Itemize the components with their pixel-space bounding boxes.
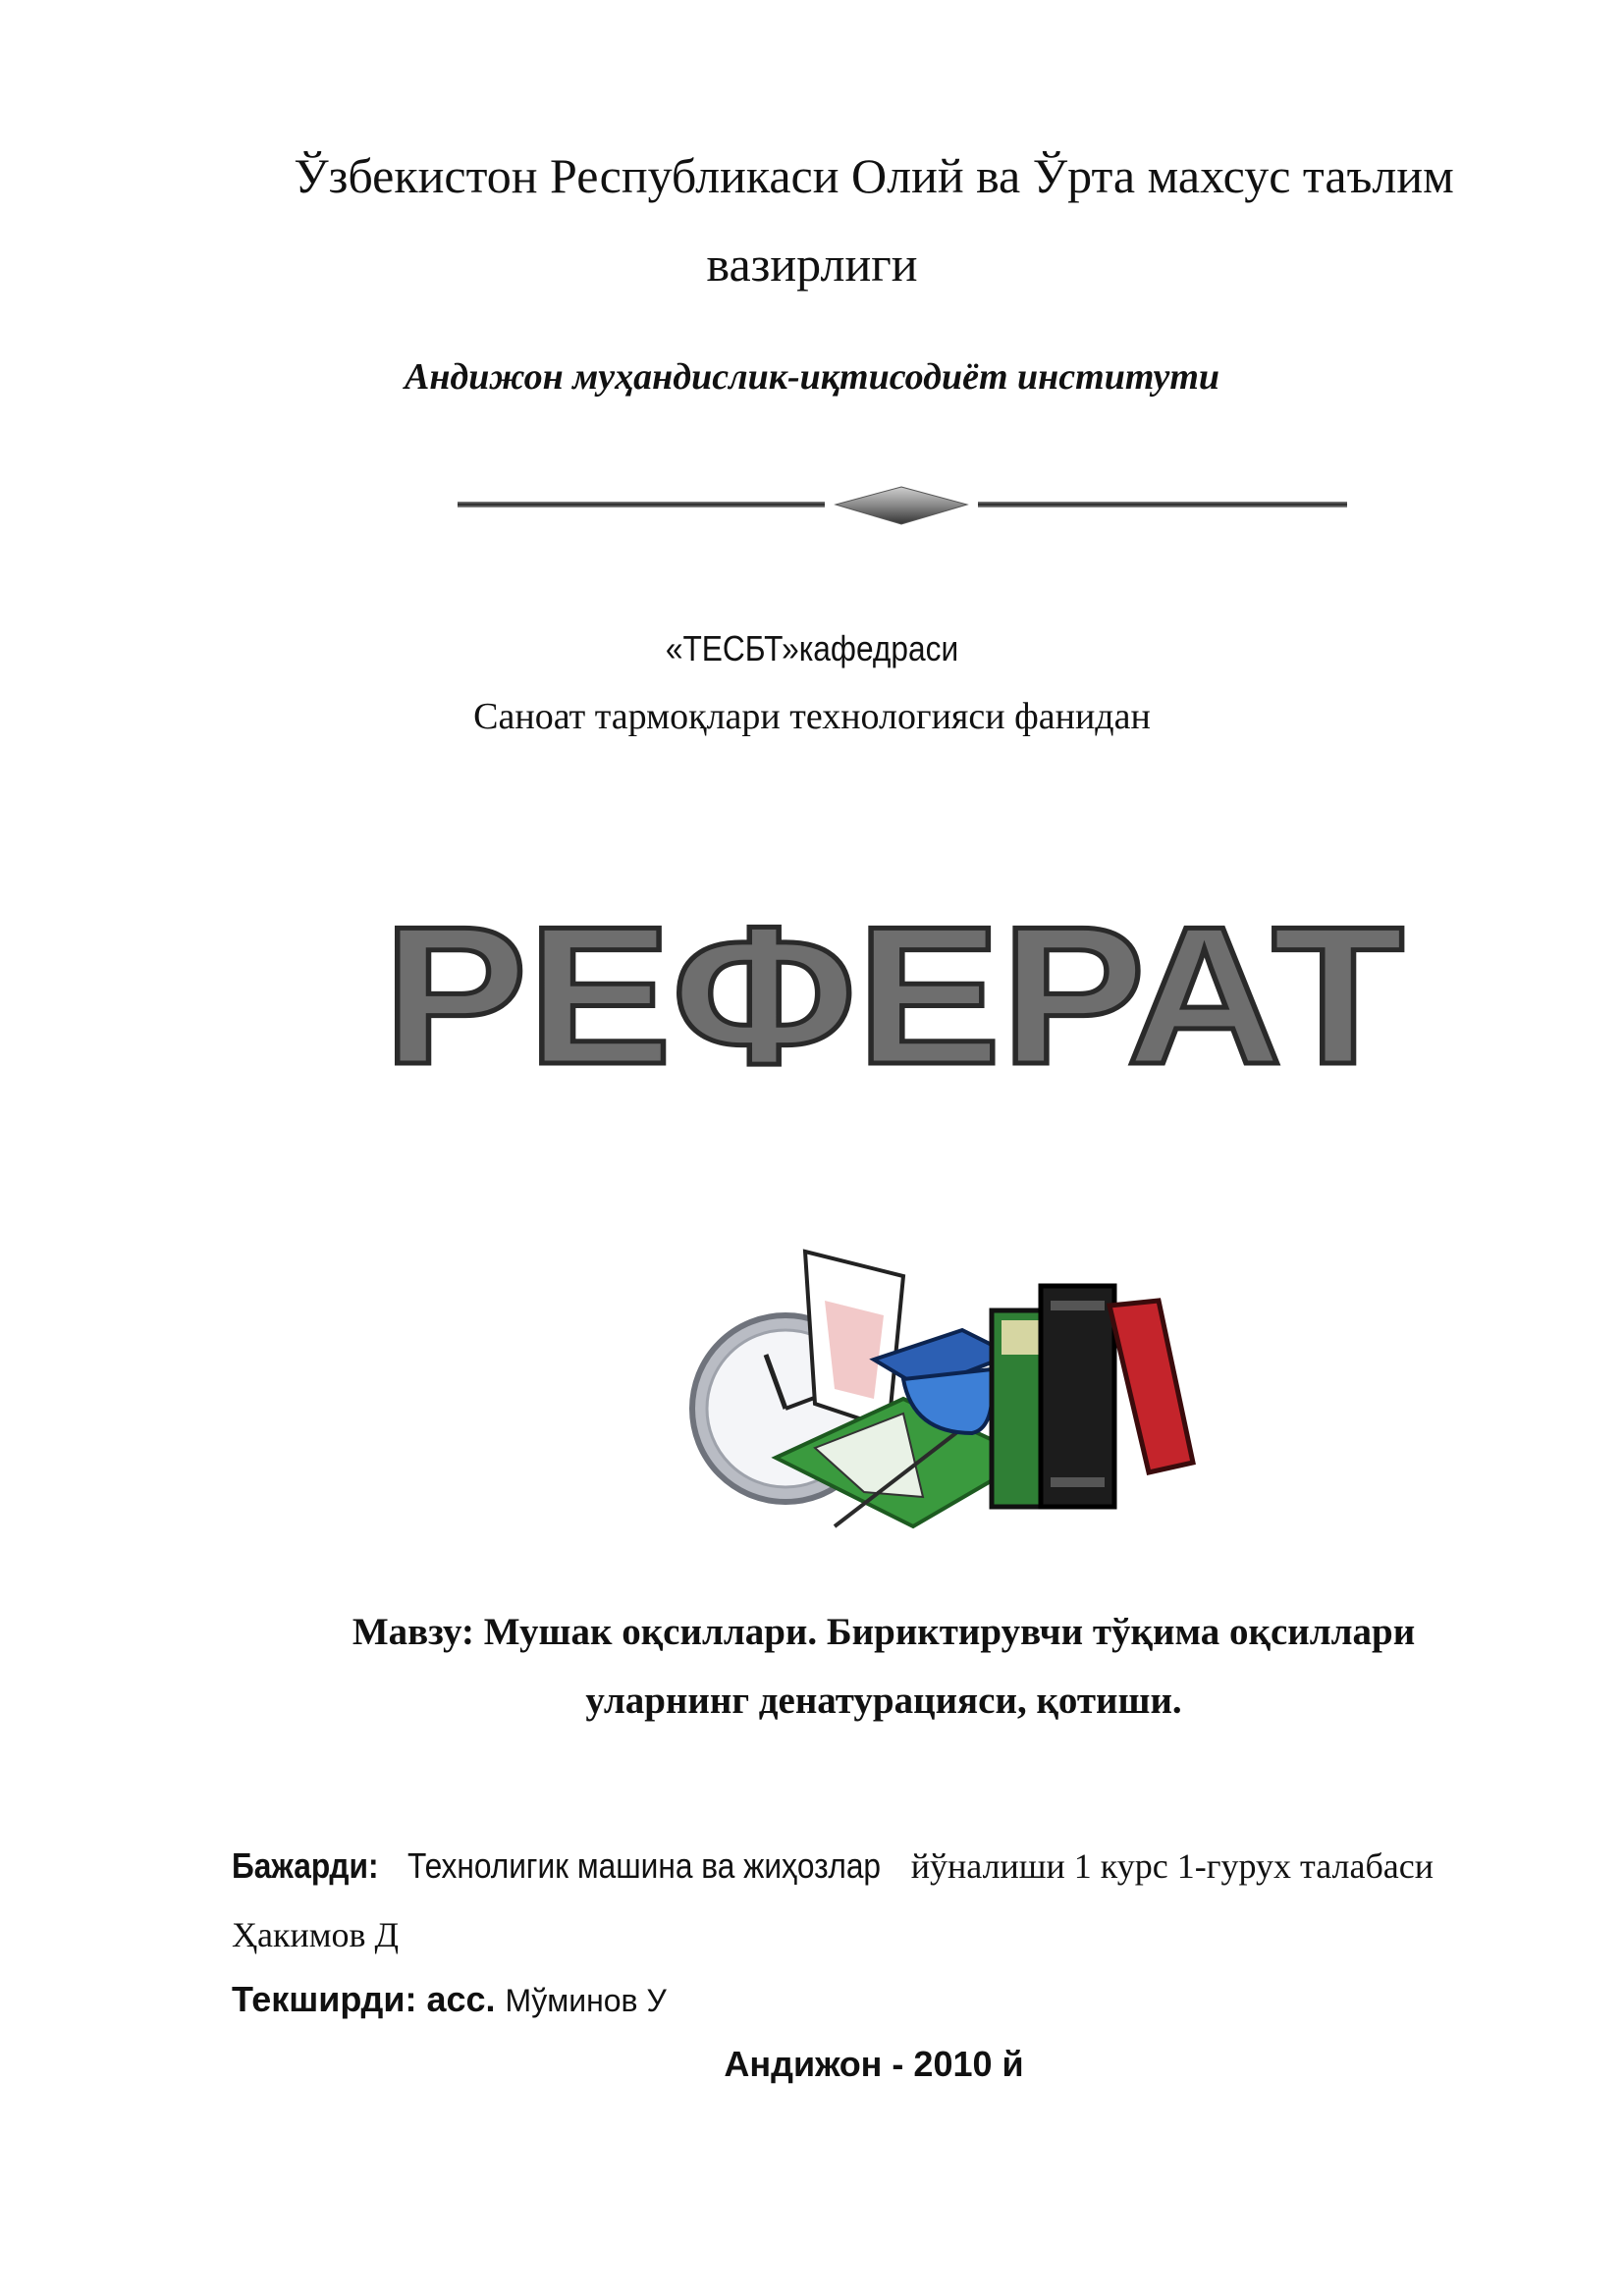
- diamond-divider-icon: [452, 473, 1355, 532]
- checked-name: Мўминов У: [505, 1983, 667, 2018]
- subject-name: Саноат тармоқлари технологияси фанидан: [473, 696, 1151, 737]
- ministry-line-1: Ўзбекистон Республикаси Олий ва Ўрта махсус таълим: [294, 148, 1454, 203]
- department-name: «ТЕСБТ»кафедраси: [665, 628, 959, 668]
- education-clipart-icon: [677, 1232, 1208, 1546]
- city-year: Андижон - 2010 й: [724, 2044, 1024, 2084]
- topic-line-2: уларнинг денатурацияси, қотиши.: [585, 1680, 1182, 1722]
- checked-by-line: [232, 1979, 667, 2020]
- referat-title: [363, 888, 1424, 1124]
- checked-title: асс.: [426, 1979, 496, 2019]
- checked-label: Текширди:: [232, 1979, 417, 2019]
- done-group: йўналиши 1 курс 1-гурух талабаси: [910, 1846, 1434, 1886]
- referat-title-text: РЕФЕРАТ: [383, 888, 1404, 1105]
- topic-line-1: Мавзу: Мушак оқсиллари. Бириктирувчи тўқима оқсиллари: [352, 1611, 1416, 1653]
- done-label: Бажарди:: [232, 1845, 379, 1886]
- ministry-line-2: вазирлиги: [706, 237, 918, 292]
- done-by-line: [232, 1845, 1434, 1887]
- done-program: Технолигик машина ва жиҳозлар: [406, 1845, 882, 1886]
- institute-name: Андижон муҳандислик-иқтисодиёт институти: [404, 356, 1220, 398]
- student-name: Ҳакимов Д: [232, 1915, 400, 1954]
